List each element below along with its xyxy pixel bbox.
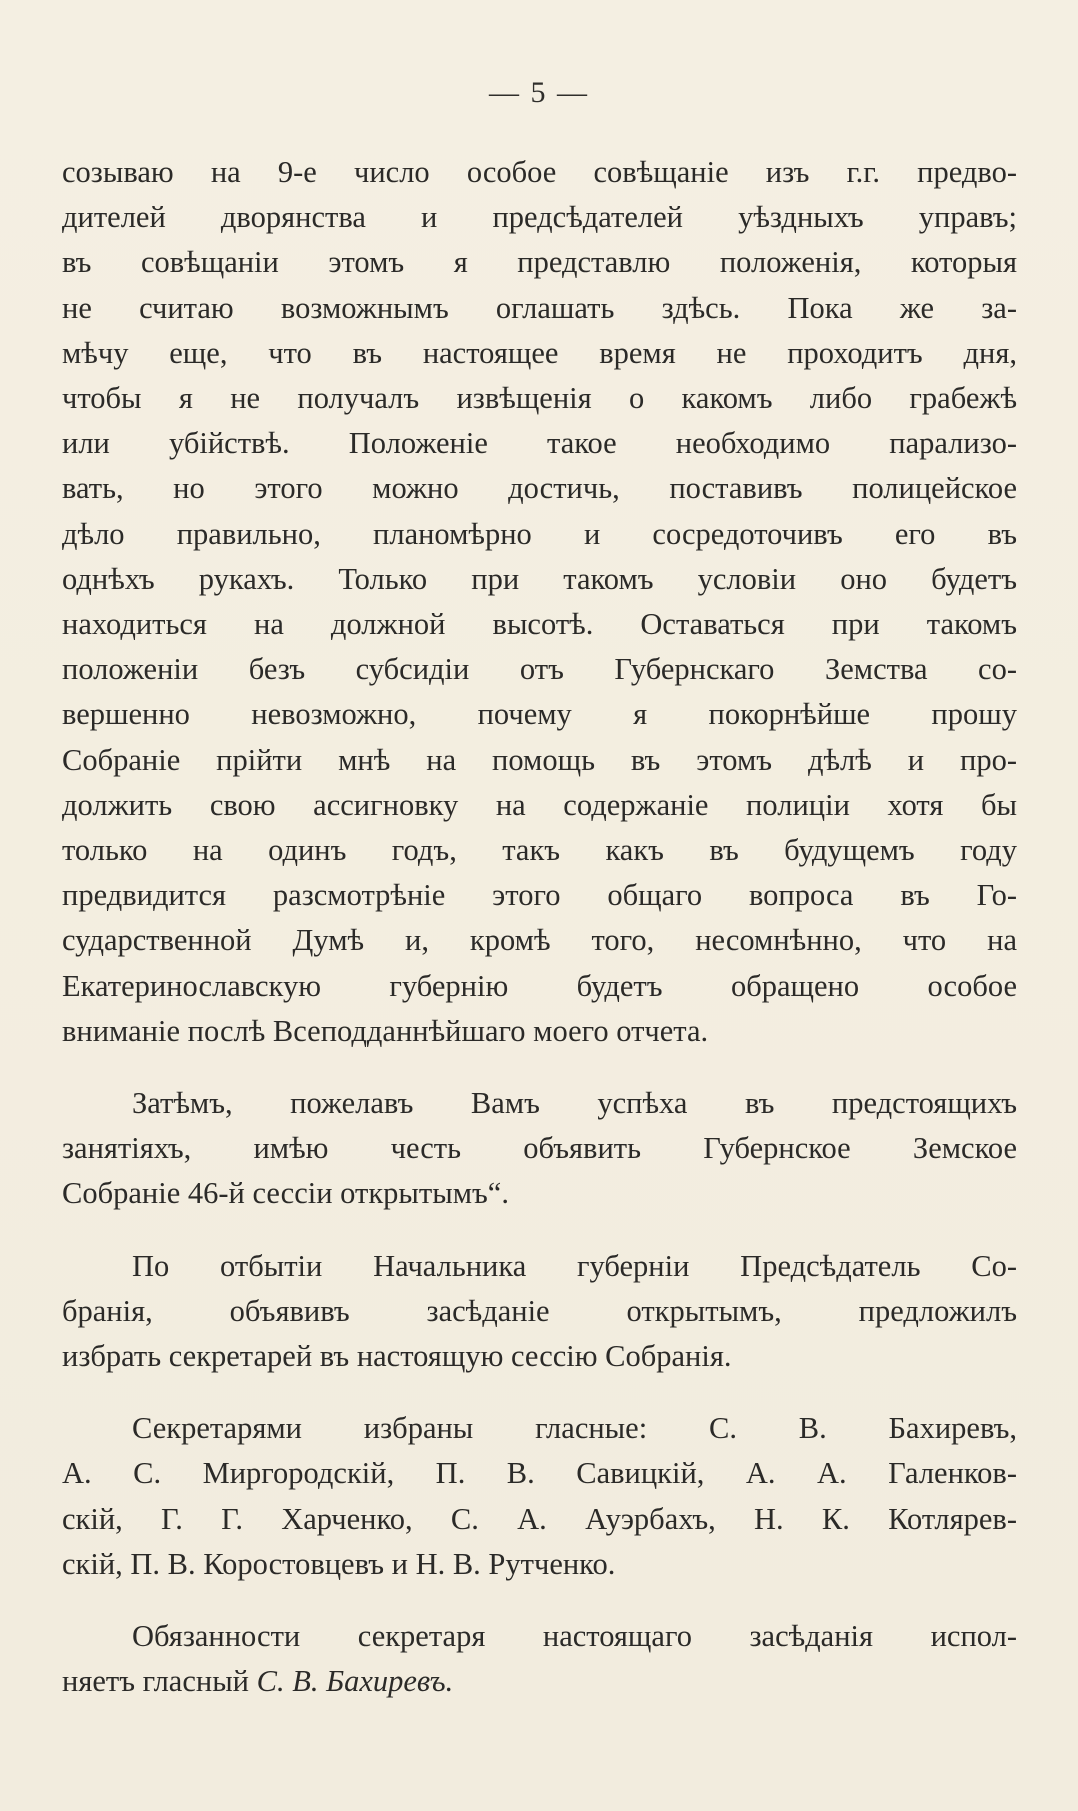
secretary-name-italic: С. В. Бахиревъ. [256, 1664, 454, 1699]
text-line: Обязанности секретаря настоящаго засѣданія испол- [132, 1619, 1017, 1654]
text-line: Собраніе прійти мнѣ на помощь въ этомъ дѣлѣ и про- [62, 742, 1017, 777]
page-number: — 5 — [489, 76, 589, 109]
text-line: А. С. Миргородскій, П. В. Савицкій, А. А. Галенков- [62, 1456, 1017, 1491]
text-line: бранія, объявивъ засѣданіе открытымъ, предложилъ [62, 1293, 1017, 1328]
text-line-prefix: няетъ гласный [62, 1664, 257, 1699]
text-line: однѣхъ рукахъ. Только при такомъ условіи оно будетъ [62, 561, 1017, 596]
text-line: дѣло правильно, планомѣрно и сосредоточивъ его въ [62, 516, 1017, 551]
paragraph-gap [62, 1587, 1017, 1614]
text-line: вниманіе послѣ Всеподданнѣйшаго моего отчета. [62, 1013, 709, 1048]
text-line: чтобы я не получалъ извѣщенія о какомъ либо грабежѣ [62, 381, 1017, 416]
text-line: въ совѣщаніи этомъ я представлю положенія, которыя [62, 245, 1017, 280]
text-line: скій, П. В. Коростовцевъ и Н. В. Рутченко. [62, 1546, 616, 1581]
text-line: сударственной Думѣ и, кромѣ того, несомнѣнно, что на [62, 923, 1017, 958]
text-line: должить свою ассигновку на содержаніе полиціи хотя бы [62, 787, 1017, 822]
text-line: положеніи безъ субсидіи отъ Губернскаго Земства со- [62, 652, 1017, 687]
text-line: предвидится разсмотрѣніе этого общаго вопроса въ Го- [62, 878, 1017, 913]
text-line: Екатеринославскую губернію будетъ обращено особое [62, 968, 1017, 1003]
paragraph-secretaries-elected [62, 1406, 1017, 1587]
paragraph-chairman-proposal [62, 1244, 1017, 1380]
text-line: скій, Г. Г. Харченко, С. А. Ауэрбахъ, Н. К. Котлярев- [62, 1501, 1017, 1536]
text-line: вать, но этого можно достичь, поставивъ полицейское [62, 471, 1017, 506]
text-line: только на одинъ годъ, такъ какъ въ будущемъ году [62, 833, 1017, 868]
text-line: мѣчу еще, что въ настоящее время не проходитъ дня, [62, 335, 1017, 370]
text-line: избрать секретарей въ настоящую сессію Собранія. [62, 1339, 732, 1374]
text-line: находиться на должной высотѣ. Оставаться при такомъ [62, 607, 1017, 642]
text-line: занятіяхъ, имѣю честь объявить Губернское Земское [62, 1131, 1017, 1166]
paragraph-speech-continuation [62, 150, 1017, 1054]
paragraph-gap [62, 1054, 1017, 1081]
text-line: созываю на 9-е число особое совѣщаніе изъ г.г. предво- [62, 155, 1017, 189]
text-line [62, 1659, 1017, 1704]
text-line: не считаю возможнымъ оглашать здѣсь. Пока же за- [62, 290, 1017, 325]
text-line: По отбытіи Начальника губерніи Предсѣдатель Со- [132, 1248, 1017, 1283]
paragraph-secretary-duties [62, 1614, 1017, 1704]
text-line: Затѣмъ, пожелавъ Вамъ успѣха въ предстоящихъ [132, 1086, 1017, 1121]
text-line: вершенно невозможно, почему я покорнѣйше прошу [62, 697, 1017, 732]
text-line: Секретарями избраны гласные: С. В. Бахиревъ, [132, 1411, 1017, 1446]
text-line: дителей дворянства и предсѣдателей уѣздныхъ управъ; [62, 200, 1017, 235]
paragraph-gap [62, 1379, 1017, 1406]
text-line: Собраніе 46-й сессіи открытымъ“. [62, 1176, 509, 1211]
body-text [62, 150, 1017, 1705]
text-line: или убійствѣ. Положеніе такое необходимо парализо- [62, 426, 1017, 461]
paragraph-closing-remarks [62, 1081, 1017, 1217]
paragraph-gap [62, 1217, 1017, 1244]
